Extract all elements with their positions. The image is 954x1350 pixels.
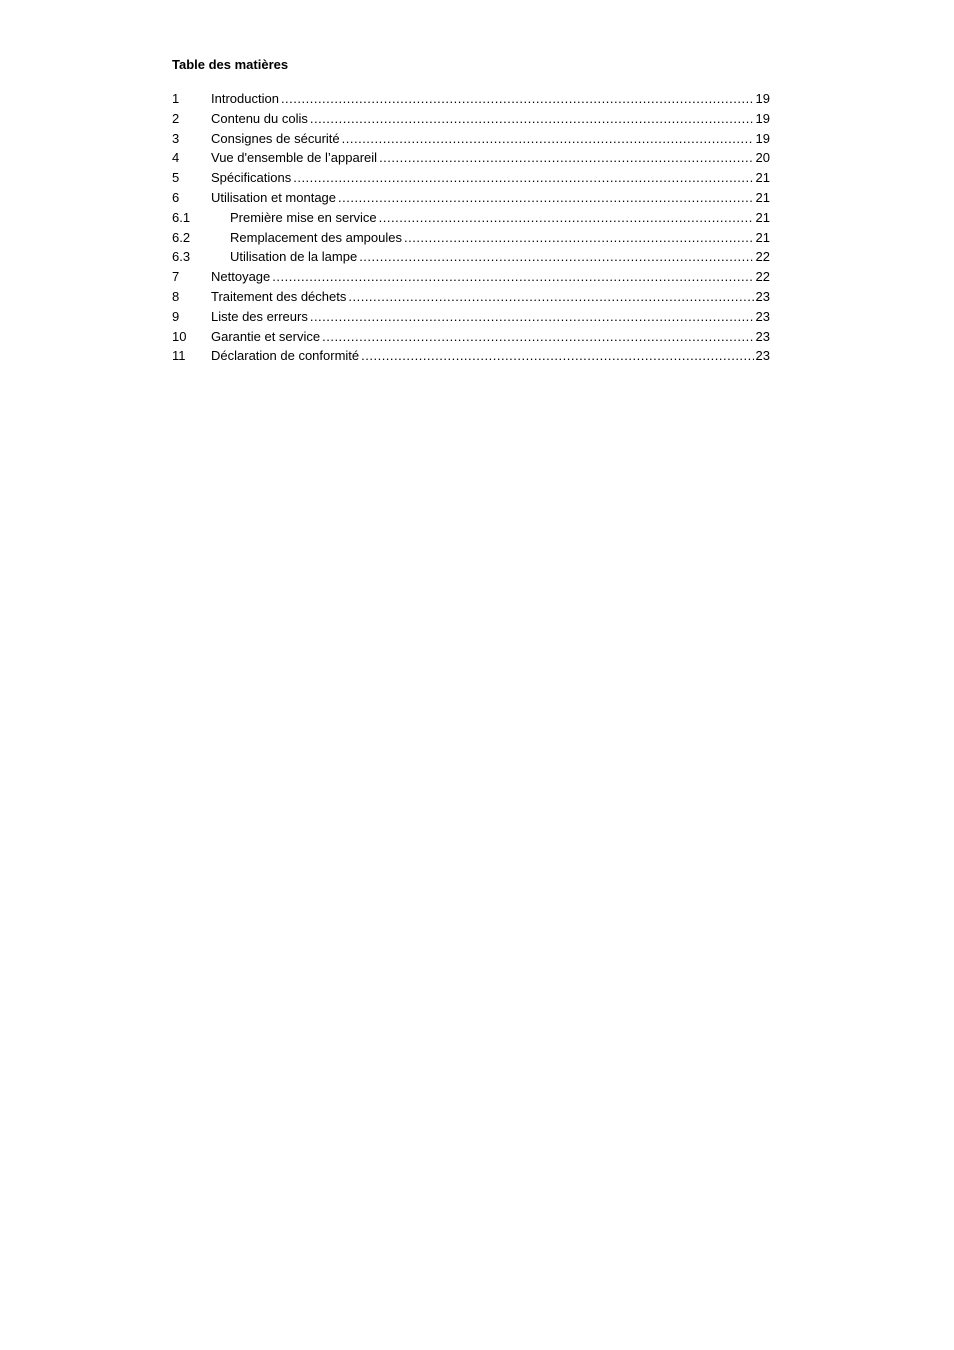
toc-entry-number: 3	[172, 130, 180, 146]
toc-entry-number: 9	[172, 308, 180, 324]
toc-entry-title: Nettoyage	[211, 269, 271, 285]
toc-entry-title: Spécifications	[211, 170, 292, 186]
toc-entry-page-number: 21	[755, 209, 770, 225]
toc-entry[interactable]	[172, 247, 770, 267]
toc-entry-page-number: 19	[755, 91, 770, 106]
toc-dot-leader	[342, 129, 754, 149]
toc-dot-leader	[404, 228, 754, 248]
toc-entry[interactable]	[172, 346, 770, 366]
toc-entry[interactable]	[172, 148, 770, 168]
toc-dot-leader	[322, 327, 753, 347]
toc-dot-leader	[281, 89, 754, 109]
toc-entry-number: 6.3	[172, 249, 191, 265]
toc-entry-page-number: 21	[755, 170, 770, 186]
toc-entry-number: 6	[172, 189, 180, 205]
toc-list	[172, 89, 770, 366]
toc-entry-number: 8	[172, 288, 180, 304]
toc-entry-page-number: 19	[755, 130, 770, 146]
toc-entry-title: Utilisation et montage	[211, 189, 337, 205]
toc-entry-title: Contenu du colis	[211, 110, 308, 126]
toc-entry-page-number: 23	[755, 288, 770, 304]
toc-entry-number: 5	[172, 170, 180, 186]
toc-entry-number: 2	[172, 110, 180, 126]
toc-dot-leader	[310, 307, 754, 327]
toc-entry[interactable]	[172, 208, 770, 228]
toc-dot-leader	[293, 168, 753, 188]
toc-dot-leader	[338, 188, 754, 208]
toc-entry[interactable]	[172, 228, 770, 248]
toc-entry-title: Première mise en service	[230, 209, 377, 225]
toc-entry-page-number: 23	[755, 328, 770, 344]
toc-dot-leader	[379, 148, 753, 168]
toc-dot-leader	[348, 287, 753, 307]
toc-entry[interactable]	[172, 109, 770, 129]
toc-entry[interactable]	[172, 188, 770, 208]
toc-entry-number: 6.1	[172, 209, 191, 225]
toc-entry-page-number: 19	[755, 110, 770, 126]
toc-entry-title: Utilisation de la lampe	[230, 249, 358, 265]
toc-dot-leader	[379, 208, 754, 228]
toc-entry-title: Consignes de sécurité	[211, 130, 340, 146]
toc-entry-page-number: 20	[755, 150, 770, 166]
toc-entry-page-number: 23	[755, 348, 770, 364]
toc-entry-number: 7	[172, 269, 180, 285]
toc-entry-title: Liste des erreurs	[211, 308, 308, 324]
toc-entry-number: 1	[172, 91, 180, 106]
toc-entry[interactable]	[172, 287, 770, 307]
toc-entry-page-number: 22	[755, 249, 770, 265]
toc-dot-leader	[361, 346, 753, 366]
toc-entry-number: 11	[172, 348, 186, 364]
toc-entry[interactable]	[172, 168, 770, 188]
toc-entry-title: Traitement des déchets	[211, 288, 347, 304]
toc-entry-title: Déclaration de conformité	[211, 348, 360, 364]
toc-entry[interactable]	[172, 327, 770, 347]
toc-entry-page-number: 23	[755, 308, 770, 324]
toc-entry-title: Vue d'ensemble de l’appareil	[211, 150, 378, 166]
toc-title: Table des matières	[172, 57, 289, 72]
toc-entry[interactable]	[172, 89, 770, 109]
toc-entry-title: Remplacement des ampoules	[230, 229, 402, 245]
toc-entry-number: 10	[172, 328, 187, 344]
toc-dot-leader	[359, 247, 753, 267]
toc-entry-title: Introduction	[211, 91, 279, 106]
toc-entry-page-number: 21	[755, 189, 770, 205]
toc-entry[interactable]	[172, 267, 770, 287]
toc-entry[interactable]	[172, 129, 770, 149]
toc-entry-number: 6.2	[172, 229, 191, 245]
toc-dot-leader	[310, 109, 754, 129]
toc-entry[interactable]	[172, 307, 770, 327]
toc-entry-title: Garantie et service	[211, 328, 321, 344]
toc-entry-page-number: 22	[755, 269, 770, 285]
toc-entry-page-number: 21	[755, 229, 770, 245]
toc-entry-number: 4	[172, 150, 180, 166]
toc-dot-leader	[272, 267, 753, 287]
